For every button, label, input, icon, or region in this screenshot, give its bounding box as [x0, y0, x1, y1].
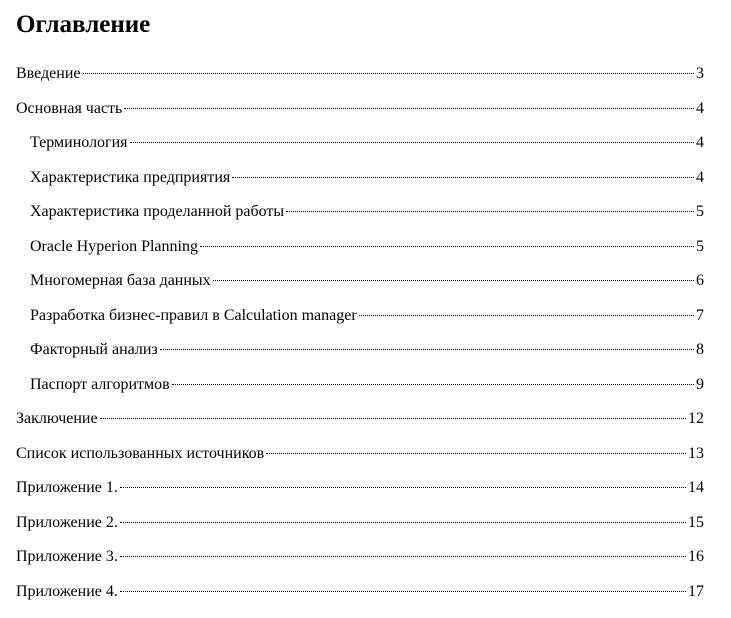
toc-entry-label: Характеристика проделанной работы — [30, 203, 285, 220]
toc-entry[interactable] — [16, 575, 704, 610]
toc-page-number: 5 — [696, 237, 704, 255]
document-page — [16, 8, 704, 609]
toc-page-number: 12 — [688, 410, 704, 427]
toc-entry-label: Основная часть — [16, 99, 123, 117]
table-of-contents — [16, 57, 704, 609]
toc-leader-dots — [120, 590, 686, 592]
toc-page-number: 4 — [696, 168, 704, 186]
toc-page-number: 4 — [696, 99, 704, 117]
toc-page-number: 9 — [696, 375, 704, 393]
toc-leader-dots — [100, 417, 686, 419]
toc-leader-dots — [124, 107, 694, 109]
toc-entry[interactable] — [16, 402, 704, 437]
toc-entry[interactable] — [16, 264, 704, 299]
page-title: Оглавление — [16, 11, 151, 38]
toc-entry-label: Многомерная база данных — [30, 272, 211, 289]
toc-page-number: 17 — [688, 582, 704, 600]
toc-entry-label: Приложение 2. — [16, 513, 118, 531]
toc-page-number: 7 — [696, 306, 704, 324]
toc-leader-dots — [130, 141, 694, 143]
toc-page-number: 16 — [688, 548, 704, 565]
toc-entry[interactable] — [16, 299, 704, 334]
toc-leader-dots — [160, 348, 694, 350]
toc-page-number: 6 — [696, 272, 704, 289]
toc-leader-dots — [359, 314, 694, 316]
toc-entry-label: Паспорт алгоритмов — [30, 375, 170, 393]
toc-entry[interactable] — [16, 57, 704, 92]
toc-leader-dots — [266, 452, 686, 454]
toc-entry-label: Факторный анализ — [30, 341, 158, 358]
toc-entry-label: Oracle Hyperion Planning — [30, 237, 198, 255]
toc-entry[interactable] — [16, 540, 704, 575]
toc-page-number: 8 — [696, 341, 704, 358]
toc-page-number: 13 — [688, 444, 704, 462]
toc-leader-dots — [120, 521, 686, 523]
toc-entry[interactable] — [16, 195, 704, 230]
toc-entry-label: Приложение 4. — [16, 582, 118, 600]
toc-entry-label: Введение — [16, 65, 81, 82]
toc-page-number: 4 — [696, 134, 704, 151]
toc-leader-dots — [286, 210, 694, 212]
toc-leader-dots — [120, 486, 686, 488]
toc-leader-dots — [172, 383, 694, 385]
toc-entry[interactable] — [16, 437, 704, 472]
toc-page-number: 15 — [688, 513, 704, 531]
toc-leader-dots — [232, 176, 694, 178]
toc-leader-dots — [120, 555, 686, 557]
toc-entry-label: Заключение — [16, 410, 98, 427]
toc-page-number: 14 — [688, 479, 704, 496]
toc-entry-label: Приложение 3. — [16, 548, 118, 565]
toc-entry-label: Разработка бизнес-правил в Calculation manager — [30, 306, 357, 324]
toc-leader-dots — [213, 279, 694, 281]
toc-entry[interactable] — [16, 230, 704, 265]
toc-entry-label: Список использованных источников — [16, 444, 265, 462]
toc-page-number: 3 — [696, 65, 704, 82]
toc-entry-label: Приложение 1. — [16, 479, 118, 496]
toc-entry[interactable] — [16, 506, 704, 541]
toc-entry[interactable] — [16, 161, 704, 196]
toc-entry[interactable] — [16, 333, 704, 368]
toc-page-number: 5 — [696, 203, 704, 220]
toc-entry-label: Характеристика предприятия — [30, 168, 231, 186]
toc-leader-dots — [200, 245, 694, 247]
toc-leader-dots — [83, 72, 695, 74]
toc-entry[interactable] — [16, 92, 704, 127]
toc-entry-label: Терминология — [30, 134, 128, 151]
toc-entry[interactable] — [16, 471, 704, 506]
toc-entry[interactable] — [16, 126, 704, 161]
toc-entry[interactable] — [16, 368, 704, 403]
